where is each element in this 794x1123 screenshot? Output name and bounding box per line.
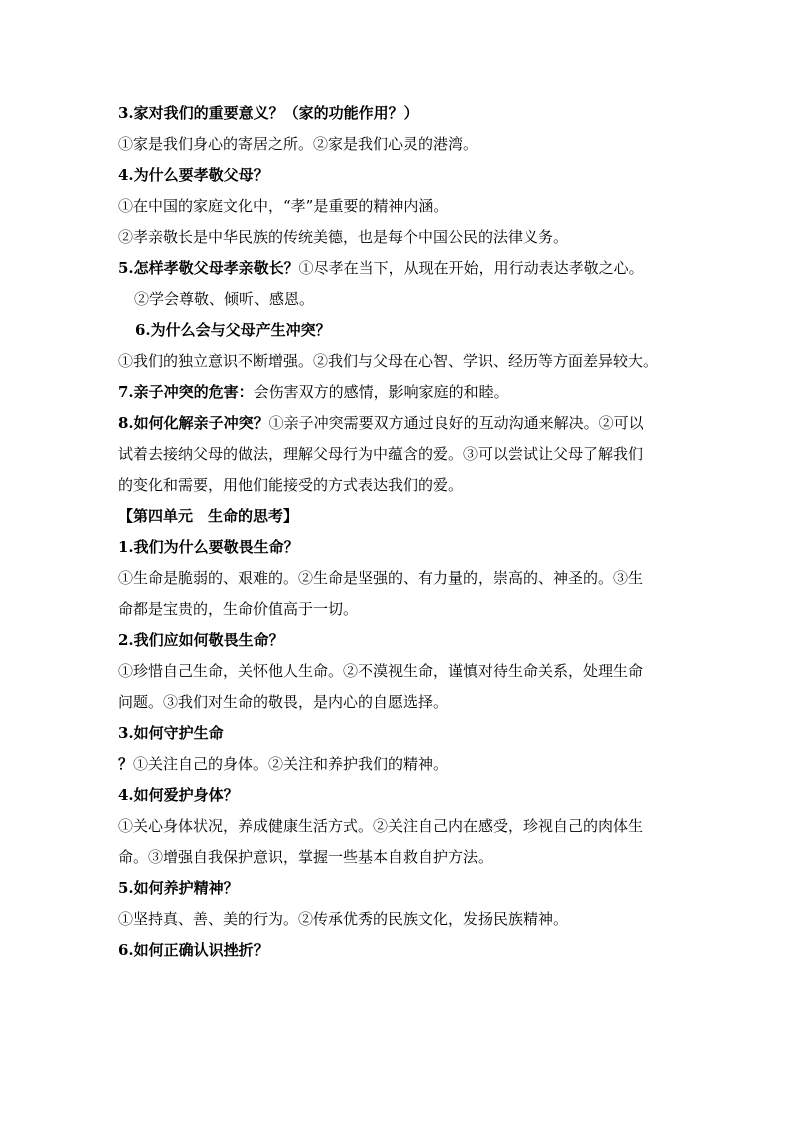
question-5-answer-2: ②学会尊敬、倾听、感恩。 xyxy=(134,290,315,308)
unit-question-2-answer-1: ①珍惜自己生命，关怀他人生命。②不漠视生命，谨慎对待生命关系，处理生命 xyxy=(118,662,644,680)
question-4-title: 4.为什么要孝敬父母？ xyxy=(118,166,269,184)
question-5-answer-1: ①尽孝在当下，从现在开始，用行动表达孝敬之心。 xyxy=(298,259,644,277)
question-6-title: 6.为什么会与父母产生冲突？ xyxy=(135,321,331,339)
document-body xyxy=(118,98,688,966)
question-3-title: 3.家对我们的重要意义？（家的功能作用？） xyxy=(118,104,419,122)
unit-question-6-title: 6.如何正确认识挫折？ xyxy=(118,941,269,959)
unit-question-2-answer-2: 问题。③我们对生命的敬畏，是内心的自愿选择。 xyxy=(118,693,449,711)
question-4-answer-1: ①在中国的家庭文化中，“孝”是重要的精神内涵。 xyxy=(118,197,449,215)
unit-question-3-line xyxy=(118,749,688,780)
question-4-answer-2: ②孝亲敬长是中华民族的传统美德，也是每个中国公民的法律义务。 xyxy=(118,228,569,246)
unit-question-3-title: 3.如何守护生命 xyxy=(118,724,224,742)
question-5-line xyxy=(118,253,688,284)
question-7-title: 7.亲子冲突的危害： xyxy=(118,383,254,401)
question-8-line xyxy=(118,408,688,439)
unit-question-4-answer-1: ①关心身体状况，养成健康生活方式。②关注自己内在感受，珍视自己的肉体生 xyxy=(118,817,644,835)
question-8-answer-3: 的变化和需要，用他们能接受的方式表达我们的爱。 xyxy=(118,476,464,494)
unit-question-1-answer-1: ①生命是脆弱的、艰难的。②生命是坚强的、有力量的，崇高的、神圣的。③生 xyxy=(118,569,644,587)
unit-question-1-title: 1.我们为什么要敬畏生命？ xyxy=(118,538,299,556)
unit-4-heading: 【第四单元 生命的思考】 xyxy=(118,507,299,525)
unit-question-4-answer-2: 命。③增强自我保护意识，掌握一些基本自救自护方法。 xyxy=(118,848,494,866)
unit-question-3-answer: ①关注自己的身体。②关注和养护我们的精神。 xyxy=(133,755,449,773)
question-3-answer: ①家是我们身心的寄居之所。②家是我们心灵的港湾。 xyxy=(118,135,479,153)
question-6-answer: ①我们的独立意识不断增强。②我们与父母在心智、学识、经历等方面差异较大。 xyxy=(118,352,659,370)
question-8-answer-1: ①亲子冲突需要双方通过良好的互动沟通来解决。②可以 xyxy=(268,414,644,432)
unit-question-1-answer-2: 命都是宝贵的，生命价值高于一切。 xyxy=(118,600,359,618)
unit-question-5-title: 5.如何养护精神？ xyxy=(118,879,239,897)
unit-question-5-answer: ①坚持真、善、美的行为。②传承优秀的民族文化，发扬民族精神。 xyxy=(118,910,569,928)
question-8-title: 8.如何化解亲子冲突？ xyxy=(118,414,269,432)
question-7-line xyxy=(118,377,688,408)
unit-question-2-title: 2.我们应如何敬畏生命？ xyxy=(118,631,284,649)
question-7-answer: 会伤害双方的感情，影响家庭的和睦。 xyxy=(253,383,509,401)
question-8-answer-2: 试着去接纳父母的做法，理解父母行为中蕴含的爱。③可以尝试让父母了解我们 xyxy=(118,445,644,463)
question-5-title: 5.怎样孝敬父母孝亲敬长？ xyxy=(118,259,299,277)
unit-question-3-mark: ？ xyxy=(118,755,134,773)
unit-question-4-title: 4.如何爱护身体？ xyxy=(118,786,239,804)
